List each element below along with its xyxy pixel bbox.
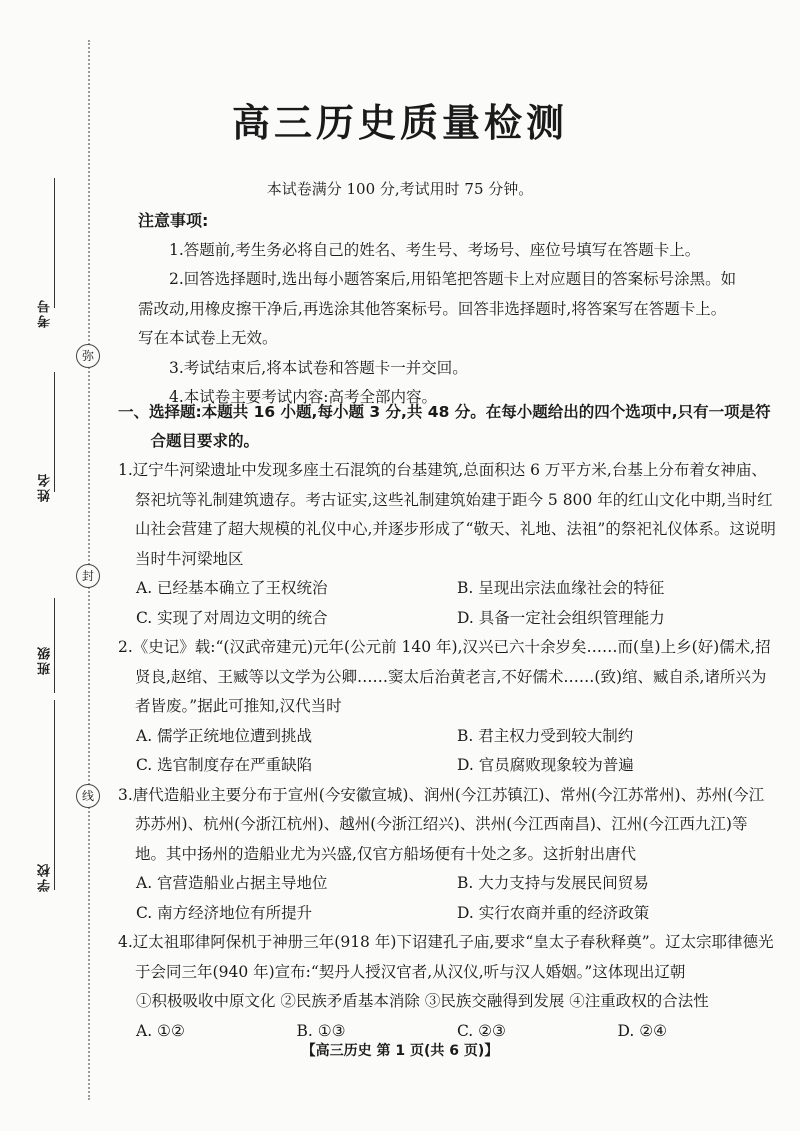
question-statements: ①积极吸收中原文化 ②民族矛盾基本消除 ③民族交融得到发展 ④注重政权的合法性 <box>136 992 709 1010</box>
option-d[interactable]: D. 具备一定社会组织管理能力 <box>457 608 665 627</box>
option-d[interactable]: D. ②④ <box>617 1021 668 1040</box>
option-b[interactable]: B. 君主权力受到较大制约 <box>457 726 634 745</box>
notice-item: 3.考试结束后,将本试卷和答题卡一并交回。 <box>169 358 468 377</box>
option-a[interactable]: A. ①② <box>136 1021 185 1040</box>
option-c[interactable]: C. 实现了对周边文明的统合 <box>136 608 328 627</box>
option-d[interactable]: D. 实行农商并重的经济政策 <box>457 903 650 922</box>
option-b[interactable]: B. 大力支持与发展民间贸易 <box>457 874 649 892</box>
option-a[interactable]: A. 官营造船业占据主导地位 <box>136 874 328 892</box>
question-stem: 3.唐代造船业主要分布于宣州(今安徽宣城)、润州(今江苏镇江)、常州(今江苏常州)、苏州(今江苏苏州)、杭州(今浙江杭州)、越州(今浙江绍兴)、洪州(今江西南昌)、江州(今江西九江)等地。其中扬州的造船业尤为兴盛,仅官方船场便有十处之多。这折射出唐代 <box>118 785 765 863</box>
notice-item: 4.本试卷主要考试内容:高考全部内容。 <box>169 388 438 406</box>
question-4 <box>118 928 778 1046</box>
seal-mark-xian: 线 <box>76 784 100 808</box>
option-c[interactable]: C. 选官制度存在严重缺陷 <box>136 756 313 774</box>
option-c[interactable]: C. 南方经济地位有所提升 <box>136 903 313 922</box>
name-label: 姓名 <box>38 472 53 502</box>
options-group <box>118 722 778 781</box>
option-c[interactable]: C. ②③ <box>457 1021 506 1040</box>
question-stem: 2.《史记》载:“(汉武帝建元)元年(公元前 140 年),汉兴已六十余岁矣……而(皇)上乡(好)儒术,招贤良,赵绾、王臧等以文学为公卿……窦太后治黄老言,不好儒术……(致)绾、臧自杀,诸所兴为者皆废。”据此可推知,汉代当时 <box>118 638 771 715</box>
seal-mark-feng: 封 <box>76 564 100 588</box>
binding-margin <box>0 0 110 1131</box>
question-stem: 4.辽太祖耶律阿保机于神册三年(918 年)下诏建孔子庙,要求“皇太子春秋释奠”。辽太宗耶律德光于会同三年(940 年)宣布:“契丹人授汉官者,从汉仪,听与汉人婚姻。”这体现出辽朝 <box>118 933 774 981</box>
options-group <box>118 869 778 928</box>
page-title: 高三历史质量检测 <box>231 101 568 145</box>
seal-mark-mi: 弥 <box>76 344 100 368</box>
option-b[interactable]: B. 呈现出宗法血缘社会的特征 <box>457 579 665 597</box>
page-footer: 【高三历史 第 1 页(共 6 页)】 <box>301 1043 499 1059</box>
notice-item: 2.回答选择题时,选出每小题答案后,用铅笔把答题卡上对应题目的答案标号涂黑。如需改动,用橡皮擦干净后,再选涂其他答案标号。回答非选择题时,将答案写在答题卡上。写在本试卷上无效。 <box>138 270 737 347</box>
class-label: 班级 <box>38 645 53 675</box>
question-3 <box>118 781 778 929</box>
section-heading: 一、选择题:本题共 16 小题,每小题 3 分,共 48 分。在每小题给出的四个选项中,只有一项是符合题目要求的。 <box>118 403 771 450</box>
question-1 <box>118 456 778 633</box>
notice-heading: 注意事项: <box>138 211 209 230</box>
notice-item: 1.答题前,考生务必将自己的姓名、考生号、考场号、座位号填写在答题卡上。 <box>169 240 701 259</box>
notice-section <box>138 206 738 413</box>
option-b[interactable]: B. ①③ <box>296 1021 346 1040</box>
exam-number-label: 考号 <box>38 298 53 328</box>
option-a[interactable]: A. 已经基本确立了王权统治 <box>136 579 328 597</box>
option-d[interactable]: D. 官员腐败现象较为普遍 <box>457 756 634 774</box>
question-stem: 1.辽宁牛河梁遗址中发现多座土石混筑的台基建筑,总面积达 6 万平方米,台基上分布着女神庙、祭祀坑等礼制建筑遗存。考古证实,这些礼制建筑始建于距今 5 800 年的红山文化中期,当时红山社会营建了超大规模的礼仪中心,并逐步形成了“敬天、礼地、法祖”的祭祀礼仪体系。这说明当时牛河梁地区 <box>118 461 776 568</box>
question-2 <box>118 633 778 781</box>
option-a[interactable]: A. 儒学正统地位遭到挑战 <box>136 726 313 745</box>
section-choice <box>118 398 778 1046</box>
school-label: 学校 <box>38 862 53 892</box>
exam-info: 本试卷满分 100 分,考试用时 75 分钟。 <box>266 180 534 198</box>
options-group <box>118 574 778 633</box>
